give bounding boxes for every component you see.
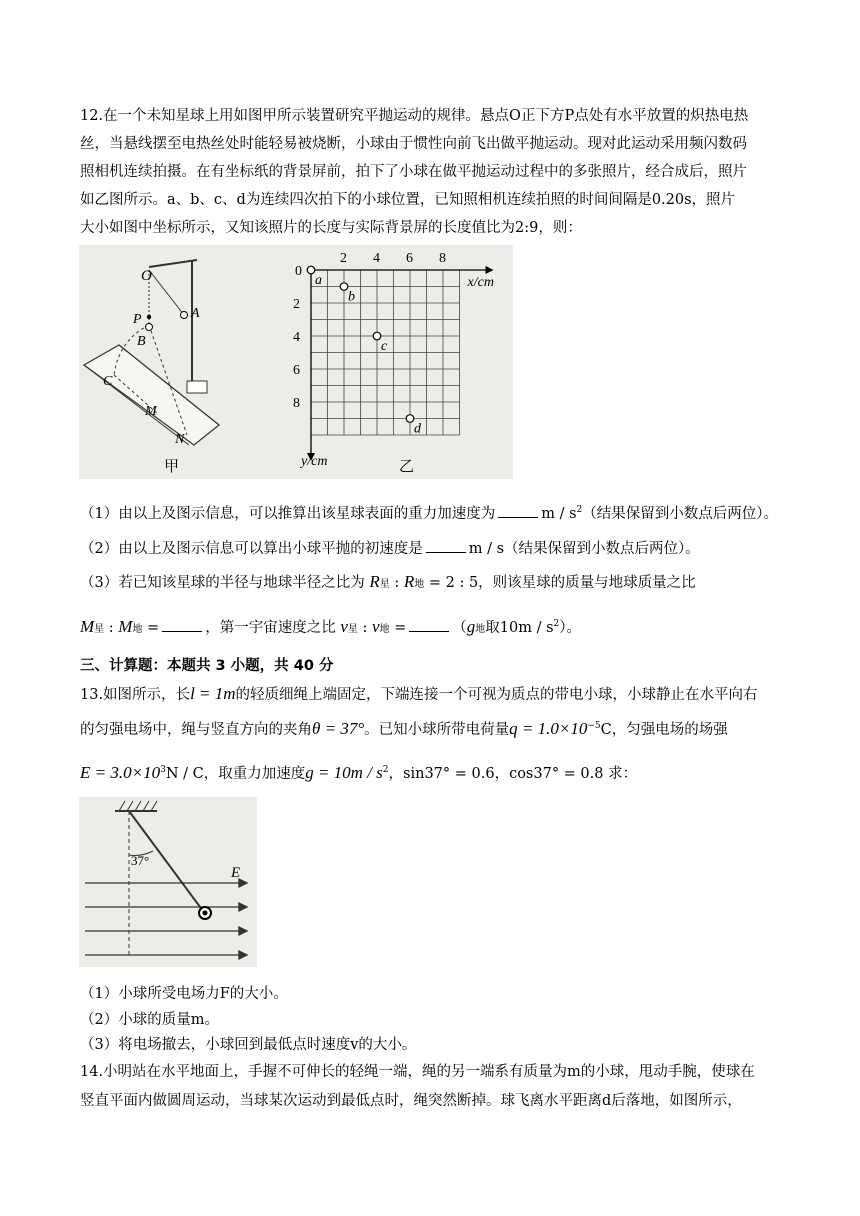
point-label-a: a <box>315 273 322 288</box>
q12-sub1-text: （1）由以上及图示信息，可以推算出该星球表面的重力加速度为 <box>80 506 496 522</box>
label-O: O <box>141 268 152 284</box>
label-B: B <box>137 334 146 349</box>
label-C: C <box>103 374 113 389</box>
q12-figure <box>79 245 513 479</box>
q13-figure <box>79 797 257 967</box>
y-tick-label: 4 <box>293 330 300 345</box>
field-label-E: E <box>231 865 241 881</box>
point-label-b: b <box>348 289 355 305</box>
y-tick-label: 2 <box>293 297 300 312</box>
label-P: P <box>133 312 142 327</box>
q12-sub2-unit: m / s <box>468 541 505 557</box>
x-tick-label: 2 <box>340 251 347 266</box>
answer-blank-1[interactable] <box>498 517 538 518</box>
q12-line-3: 照相机连续拍摄。在有坐标纸的背景屏前，拍下了小球在做平抛运动过程中的多张照片，经合成后，照片 <box>80 164 747 180</box>
y-axis-label: y/cm <box>301 454 328 469</box>
q12-sub2-end: （结果保留到小数点后两位）。 <box>504 541 700 557</box>
section-heading: 三、计算题：本题共 3 小题，共 40 分 <box>80 658 334 674</box>
caption-jia: 甲 <box>164 459 180 475</box>
answer-blank-2[interactable] <box>426 552 466 553</box>
ball-position-b <box>340 283 348 291</box>
y-tick-label: 6 <box>293 363 300 378</box>
radius-ratio: 2 : 5 <box>445 575 479 591</box>
q13-sub1: （1）小球所受电场力F的大小。 <box>80 986 288 1002</box>
x-tick-label: 6 <box>406 251 413 266</box>
q14-line-1: 14.小明站在水平地面上，手握不可伸长的轻绳一端，绳的另一端系有质量为m的小球，甩动手腕，使球在 <box>80 1064 755 1080</box>
answer-blank-3[interactable] <box>162 631 202 632</box>
q13-sub2: （2）小球的质量m。 <box>80 1012 219 1028</box>
y-tick-label: 8 <box>293 396 300 411</box>
point-label-c: c <box>381 339 388 354</box>
q12-sub3-line2: M星 : M地 = ，第一宇宙速度之比 v星 : v地 = （g地取$10m / s^2$）。 <box>80 617 582 636</box>
q14-line-2: 竖直平面内做圆周运动，当球某次运动到最低点时，绳突然断掉。球飞离水平距离d后落地，如图所示， <box>80 1093 742 1109</box>
ball-position-c <box>373 332 381 340</box>
coordinate-grid <box>293 251 494 469</box>
label-N: N <box>175 432 185 447</box>
q13-sub3: （3）将电场撤去，小球回到最低点时速度v的大小。 <box>80 1037 417 1053</box>
ball-position-d <box>406 415 414 423</box>
label-A: A <box>191 306 200 321</box>
answer-blank-4[interactable] <box>409 631 449 632</box>
caption-yi: 乙 <box>399 459 415 475</box>
q13-line-2: 的匀强电场中，绳与竖直方向的夹角θ = 37°。已知小球所带电荷量$q = 1.0\times 10^{-5}C$，匀强电场的场强 <box>80 719 728 738</box>
q12-line-2: 丝，当悬线摆至电热丝处时能轻易被烧断，小球由于惯性向前飞出做平抛运动。现对此运动采用频闪数码 <box>80 136 747 152</box>
x-tick-label: 0 <box>295 264 302 279</box>
q13-line-3: $E = 3.0\times 10^3N / C$，取重力加速度$g = 10m / s^2$，sin37° = 0.6，cos37° = 0.8 求： <box>80 763 638 782</box>
q12-sub2 <box>80 537 780 558</box>
q12-line-5: 大小如图中坐标所示，又知该照片的长度与实际背景屏的长度值比为2:9，则： <box>80 220 582 236</box>
q12-sub2-text: （2）由以上及图示信息可以算出小球平抛的初速度是 <box>80 541 423 557</box>
q12-line-4: 如乙图所示。a、b、c、d为连续四次拍下的小球位置，已知照相机连续拍照的时间间隔是0.20s，照片 <box>80 192 736 208</box>
label-M: M <box>145 404 157 419</box>
q12-line-1: 12.在一个未知星球上用如图甲所示装置研究平抛运动的规律。悬点O正下方P点处有水平放置的炽热电热 <box>80 108 749 124</box>
q12-sub3-line1: （3）若已知该星球的半径与地球半径之比为 R星 : R地 = 2 : 5，则该星球的质量与地球质量之比 <box>80 572 696 591</box>
q12-sub1-end: （结果保留到小数点后两位）。 <box>582 506 779 522</box>
point-label-d: d <box>414 421 421 437</box>
q12-sub1-unit: m / s <box>541 506 577 522</box>
x-axis-label: x/cm <box>467 275 494 290</box>
ball-position-a <box>307 266 315 274</box>
x-tick-label: 8 <box>439 251 446 266</box>
pendulum-field-diagram <box>79 797 257 967</box>
q12-sub3-text: （3）若已知该星球的半径与地球半径之比为 <box>80 575 365 591</box>
apparatus-diagram <box>79 245 513 479</box>
x-tick-label: 4 <box>373 251 380 266</box>
angle-label: 37° <box>131 853 150 868</box>
q13-line-1: 13.如图所示，长l = 1m的轻质细绳上端固定，下端连接一个可视为质点的带电小球，小球静止在水平向右 <box>80 684 758 703</box>
q12-sub1: （1）由以上及图示信息，可以推算出该星球表面的重力加速度为 m / $s^2$（结果保留到小数点后两位）。 <box>80 505 779 522</box>
